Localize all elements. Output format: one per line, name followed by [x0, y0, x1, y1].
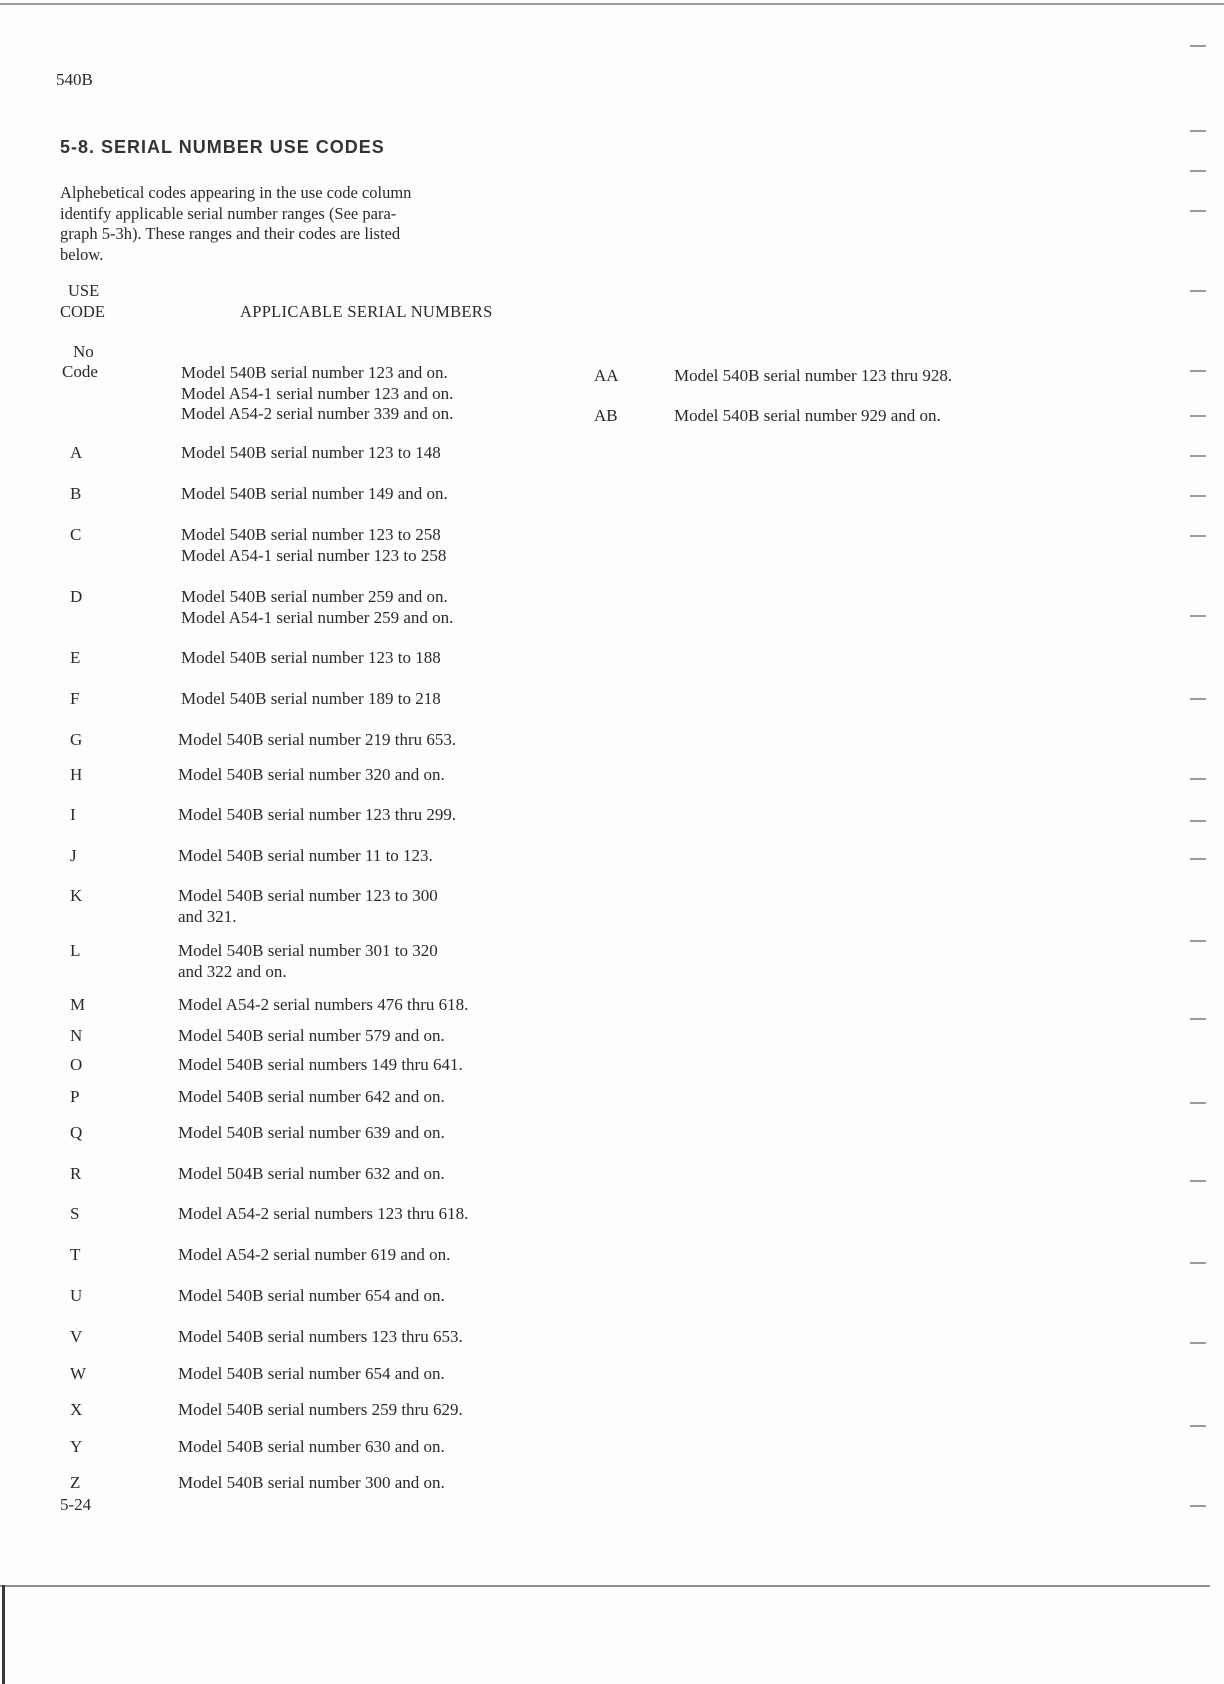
serial-number-description	[178, 941, 438, 982]
intro-paragraph	[60, 183, 560, 265]
use-code-part: No	[73, 342, 94, 361]
use-code: M	[70, 995, 86, 1014]
bottom-rule	[0, 1585, 1210, 1587]
description-line: Model 540B serial numbers 149 thru 641.	[178, 1055, 463, 1074]
serial-number-description	[181, 363, 453, 425]
description-line: Model 540B serial number 654 and on.	[178, 1286, 445, 1305]
serial-number-description	[181, 648, 441, 669]
page-edge	[2, 1585, 5, 1684]
serial-number-description	[674, 366, 952, 387]
description-line: Model 540B serial number 642 and on.	[178, 1087, 445, 1106]
serial-number-description	[178, 1245, 450, 1266]
serial-number-description	[181, 587, 453, 628]
serial-number-description	[178, 1437, 445, 1458]
serial-number-description	[178, 846, 433, 867]
section-title: 5-8. SERIAL NUMBER USE CODES	[60, 137, 385, 157]
description-line: Model 540B serial number 123 to 300	[178, 886, 438, 905]
description-line: Model 540B serial number 11 to 123.	[178, 846, 433, 865]
description-line: Model A54-2 serial number 339 and on.	[181, 404, 454, 423]
use-code: D	[70, 587, 83, 606]
serial-number-description	[178, 1164, 445, 1185]
description-line: Model 540B serial numbers 123 thru 653.	[178, 1327, 463, 1346]
description-line: Model 540B serial number 579 and on.	[178, 1026, 445, 1045]
serial-number-description	[178, 1400, 463, 1421]
description-line: Model 540B serial numbers 259 thru 629.	[178, 1400, 463, 1419]
description-line: and 322 and on.	[178, 961, 287, 981]
description-line: Model A54-2 serial number 619 and on.	[178, 1245, 451, 1264]
description-line: Model A54-1 serial number 123 and on.	[181, 383, 454, 403]
serial-number-description	[178, 1286, 445, 1307]
description-line: Model 540B serial number 123 thru 928.	[674, 366, 953, 385]
serial-number-description	[178, 805, 456, 826]
serial-number-description	[674, 406, 941, 427]
description-line: Model A54-1 serial number 123 to 258	[181, 545, 447, 565]
use-code: AA	[594, 366, 619, 385]
description-line: Model 540B serial number 630 and on.	[178, 1437, 445, 1456]
serial-number-description	[178, 1327, 463, 1348]
serial-number-description	[181, 689, 441, 710]
use-code: G	[70, 730, 83, 749]
use-code-part: Code	[62, 362, 98, 381]
use-code: W	[70, 1364, 87, 1383]
use-code: X	[70, 1400, 83, 1419]
use-code: Z	[70, 1473, 81, 1492]
use-code: R	[70, 1164, 82, 1183]
description-line: Model 504B serial number 632 and on.	[178, 1164, 445, 1183]
use-code: U	[70, 1286, 83, 1305]
serial-number-description	[178, 1364, 445, 1385]
description-line: Model 540B serial number 320 and on.	[178, 765, 445, 784]
description-line: Model 540B serial number 301 to 320	[178, 941, 438, 960]
serial-number-description	[178, 1204, 468, 1225]
description-line: Model A54-2 serial numbers 123 thru 618.	[178, 1204, 469, 1223]
serial-number-description	[178, 1087, 445, 1108]
description-line: Model 540B serial number 639 and on.	[178, 1123, 445, 1142]
serial-number-description	[181, 443, 441, 464]
column-header-use: USE	[68, 281, 100, 300]
use-code: K	[70, 886, 83, 905]
description-line: Model 540B serial number 219 thru 653.	[178, 730, 457, 749]
page-number: 5-24	[60, 1495, 92, 1514]
description-line: Model A54-1 serial number 259 and on.	[181, 607, 454, 627]
description-line: Model 540B serial number 654 and on.	[178, 1364, 445, 1383]
serial-number-description	[178, 765, 445, 786]
serial-number-description	[178, 1123, 445, 1144]
intro-line: Alphebetical codes appearing in the use code column	[60, 183, 412, 202]
description-line: Model 540B serial number 123 and on.	[181, 363, 448, 382]
serial-number-description	[178, 886, 438, 927]
description-line: Model 540B serial number 189 to 218	[181, 689, 441, 708]
description-line: Model 540B serial number 929 and on.	[674, 406, 941, 425]
use-code: H	[70, 765, 83, 784]
description-line: Model 540B serial number 259 and on.	[181, 587, 448, 606]
use-code: V	[70, 1327, 83, 1346]
column-header-code: CODE	[60, 302, 105, 321]
use-code: E	[70, 648, 81, 667]
description-line: Model 540B serial number 123 to 148	[181, 443, 441, 462]
description-line: Model 540B serial number 149 and on.	[181, 484, 448, 503]
use-code: I	[70, 805, 76, 824]
serial-number-description	[181, 525, 446, 566]
use-code: O	[70, 1055, 83, 1074]
use-code: B	[70, 484, 82, 503]
use-code	[62, 342, 98, 382]
use-code: C	[70, 525, 82, 544]
serial-number-description	[178, 1055, 463, 1076]
page-id: 540B	[56, 70, 93, 89]
serial-number-description	[178, 730, 456, 751]
description-line: Model 540B serial number 123 to 188	[181, 648, 441, 667]
use-code: J	[70, 846, 77, 865]
use-code: L	[70, 941, 81, 960]
serial-number-description	[178, 995, 468, 1016]
use-code: F	[70, 689, 80, 708]
use-code: T	[70, 1245, 81, 1264]
serial-number-description	[178, 1026, 445, 1047]
use-code: P	[70, 1087, 80, 1106]
use-code: Y	[70, 1437, 83, 1456]
description-line: Model A54-2 serial numbers 476 thru 618.	[178, 995, 469, 1014]
right-margin-marks	[1190, 0, 1212, 1584]
use-code: Q	[70, 1123, 83, 1142]
serial-number-description	[181, 484, 448, 505]
top-rule	[0, 3, 1224, 5]
intro-line: identify applicable serial number ranges (See para-	[60, 203, 397, 223]
use-code: AB	[594, 406, 618, 425]
use-code: N	[70, 1026, 83, 1045]
intro-line: below.	[60, 244, 104, 264]
description-line: Model 540B serial number 123 to 258	[181, 525, 441, 544]
description-line: Model 540B serial number 123 thru 299.	[178, 805, 457, 824]
use-code: A	[70, 443, 83, 462]
serial-number-description	[178, 1473, 445, 1494]
use-code: S	[70, 1204, 80, 1223]
description-line: Model 540B serial number 300 and on.	[178, 1473, 445, 1492]
column-header-applicable-serial-numbers: APPLICABLE SERIAL NUMBERS	[240, 302, 493, 321]
intro-line: graph 5-3h). These ranges and their codes are listed	[60, 224, 401, 243]
description-line: and 321.	[178, 906, 237, 926]
